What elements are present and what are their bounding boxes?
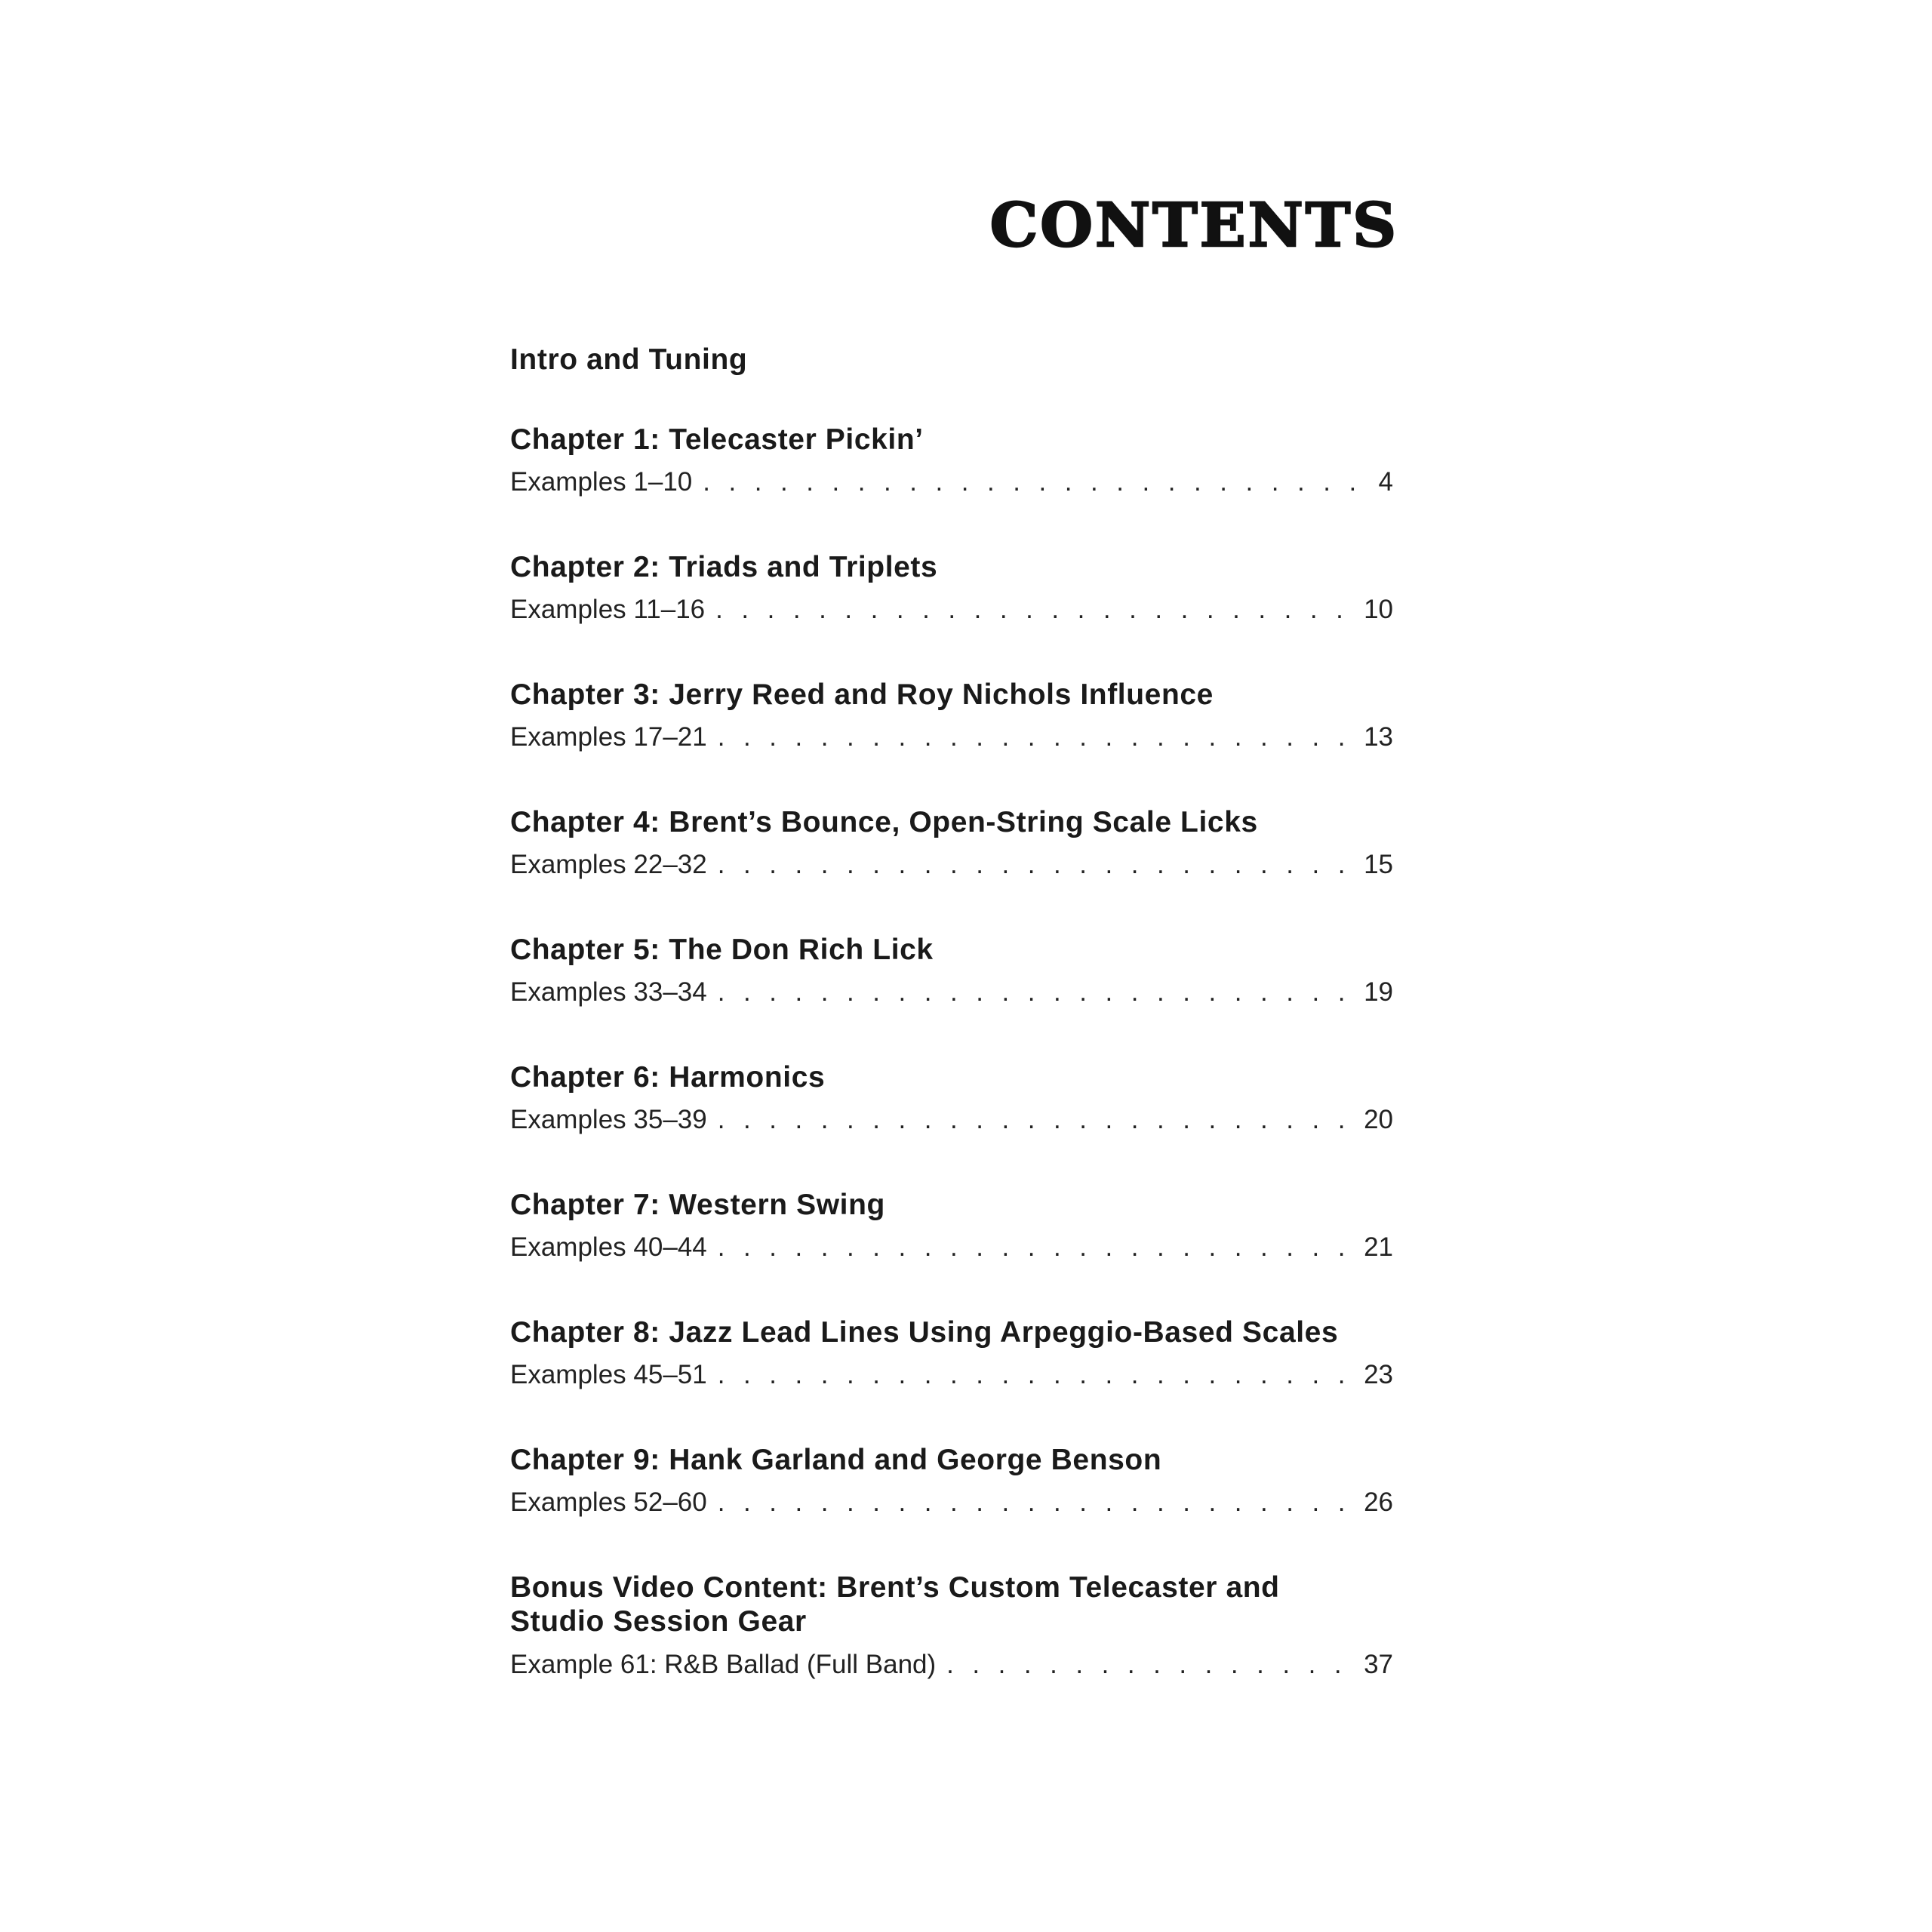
chapter-title: Chapter 7: Western Swing <box>510 1189 885 1221</box>
chapter-title: Chapter 1: Telecaster Pickin’ <box>510 423 924 456</box>
dot-leader <box>718 720 1350 755</box>
dot-leader <box>946 1647 1350 1682</box>
toc-chapter-8 <box>510 1315 1393 1443</box>
dot-leader <box>703 465 1364 500</box>
entry-examples: Examples 35–39 <box>510 1105 707 1134</box>
toc-chapter-6 <box>510 1060 1393 1188</box>
page-number: 19 <box>1364 977 1393 1007</box>
toc-entry <box>510 848 1393 882</box>
bonus-title <box>510 1571 1393 1638</box>
chapter-title: Chapter 6: Harmonics <box>510 1061 826 1094</box>
dot-leader <box>715 592 1350 627</box>
toc-chapter-1 <box>510 423 1393 550</box>
toc-entry <box>510 975 1393 1010</box>
page-title: CONTENTS <box>989 189 1398 260</box>
dot-leader <box>718 1103 1350 1137</box>
entry-examples: Examples 45–51 <box>510 1360 707 1389</box>
toc-chapter-9 <box>510 1443 1393 1571</box>
dot-leader <box>718 848 1350 882</box>
toc-bonus-section <box>510 1571 1393 1682</box>
entry-examples: Examples 22–32 <box>510 850 707 879</box>
toc-entry <box>510 1647 1393 1682</box>
page-number: 4 <box>1378 467 1393 497</box>
page-number: 37 <box>1364 1650 1393 1679</box>
page-number: 26 <box>1364 1487 1393 1517</box>
page-number: 10 <box>1364 595 1393 624</box>
toc-entry <box>510 465 1393 500</box>
chapter-title: Chapter 4: Brent’s Bounce, Open-String Scale Licks <box>510 806 1258 838</box>
toc-chapter-4 <box>510 805 1393 933</box>
chapter-title: Chapter 2: Triads and Triplets <box>510 551 938 583</box>
chapter-title: Chapter 9: Hank Garland and George Benson <box>510 1444 1162 1476</box>
bonus-title-line-1: Bonus Video Content: Brent’s Custom Telecaster and <box>510 1571 1280 1604</box>
toc-entry <box>510 1358 1393 1392</box>
entry-examples: Examples 33–34 <box>510 977 707 1007</box>
entry-examples: Examples 1–10 <box>510 467 693 497</box>
dot-leader <box>718 1358 1350 1392</box>
entry-examples: Examples 17–21 <box>510 722 707 752</box>
entry-examples: Examples 52–60 <box>510 1487 707 1517</box>
dot-leader <box>718 975 1350 1010</box>
entry-examples: Examples 11–16 <box>510 595 706 624</box>
entry-examples: Example 61: R&B Ballad (Full Band) <box>510 1650 937 1679</box>
page-number: 13 <box>1364 722 1393 752</box>
page-number: 15 <box>1364 850 1393 879</box>
table-of-contents <box>510 342 1393 1682</box>
page-number: 20 <box>1364 1105 1393 1134</box>
toc-entry <box>510 1103 1393 1137</box>
toc-intro-heading: Intro and Tuning <box>510 343 748 376</box>
toc-chapter-7 <box>510 1188 1393 1315</box>
page-number: 21 <box>1364 1232 1393 1262</box>
chapter-title: Chapter 3: Jerry Reed and Roy Nichols Influence <box>510 678 1214 711</box>
toc-chapter-3 <box>510 678 1393 805</box>
dot-leader <box>718 1230 1350 1265</box>
chapter-title: Chapter 8: Jazz Lead Lines Using Arpeggio-Based Scales <box>510 1316 1339 1349</box>
toc-chapter-2 <box>510 550 1393 678</box>
toc-entry <box>510 592 1393 627</box>
toc-entry <box>510 720 1393 755</box>
toc-chapter-5 <box>510 933 1393 1060</box>
page-number: 23 <box>1364 1360 1393 1389</box>
bonus-title-line-2: Studio Session Gear <box>510 1605 807 1638</box>
entry-examples: Examples 40–44 <box>510 1232 707 1262</box>
chapter-title: Chapter 5: The Don Rich Lick <box>510 934 934 966</box>
toc-entry <box>510 1485 1393 1520</box>
dot-leader <box>718 1485 1350 1520</box>
toc-entry <box>510 1230 1393 1265</box>
